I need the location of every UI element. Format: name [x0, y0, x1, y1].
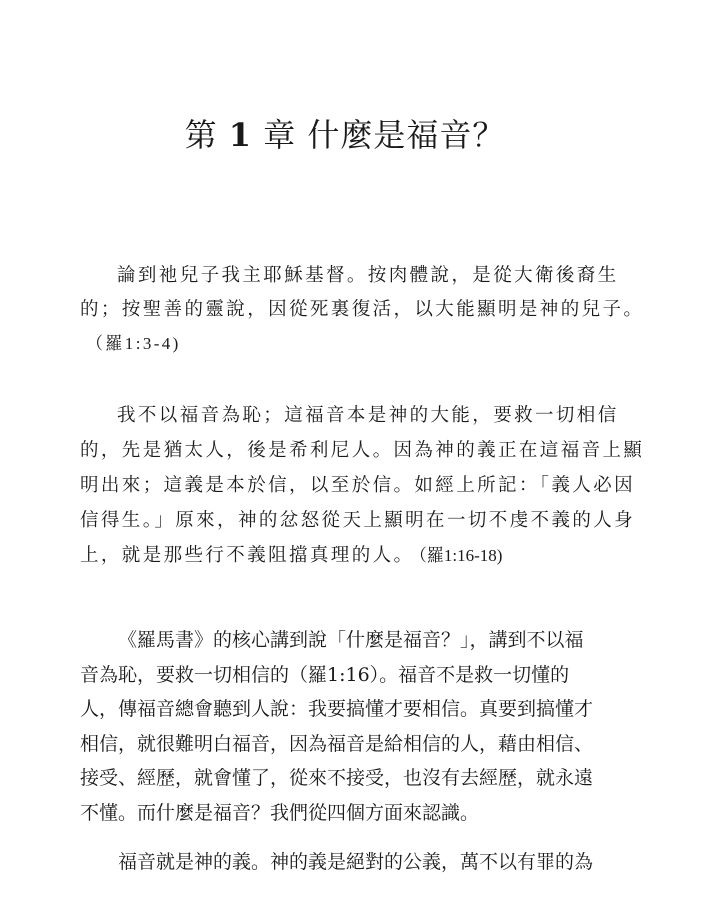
text-line: 信得生。」原來，神的忿怒從天上顯明在一切不虔不義的人身 — [80, 510, 636, 531]
body-paragraph-core-of-romans — [80, 623, 630, 830]
text-line: 我不以福音為恥；這福音本是神的大能，要救一切相信 — [117, 405, 619, 426]
text-line: 不懂。而什麼是福音？我們從四個方面來認識。 — [80, 801, 480, 824]
text-line-content: 上，就是那些行不義阻擋真理的人。 — [80, 545, 415, 566]
scripture-paragraph-romans-1-3-4 — [80, 259, 645, 361]
text-line: 相信，就很難明白福音，因為福音是給相信的人，藉由相信、 — [80, 732, 594, 755]
text-line: 《羅馬書》的核心講到說「什麼是福音？」，講到不以福 — [118, 629, 584, 651]
chapter-suffix: 章 什麼是福音？ — [263, 116, 506, 154]
text-line-with-reference — [80, 538, 630, 573]
text-line: 的；按聖善的靈說，因從死裏復活，以大能顯明是神的兒子。 — [80, 299, 645, 320]
text-line: 人，傳福音總會聽到人說：我要搞懂才要相信。真要到搞懂才 — [80, 698, 594, 720]
text-line: 福音就是神的義。神的義是絕對的公義，萬不以有罪的為 — [118, 851, 594, 873]
text-line: 接受、經歷，就會懂了，從來不接受，也沒有去經歷，就永遠 — [80, 767, 594, 789]
text-line: 音為恥，要救一切相信的（羅1:16）。福音不是救一切懂的 — [80, 663, 570, 686]
chapter-prefix: 第 — [184, 116, 218, 154]
text-line: 明出來；這義是本於信，以至於信。如經上所記：「義人必因 — [80, 475, 636, 496]
body-paragraph-righteousness-of-god — [80, 845, 630, 879]
verse-reference: （羅1:16-18) — [418, 546, 503, 565]
chapter-number: 1 — [228, 116, 253, 154]
scripture-paragraph-romans-1-16-18 — [80, 398, 645, 573]
text-line: 論到祂兒子我主耶穌基督。按肉體說，是從大衛後裔生 — [117, 265, 619, 286]
verse-reference: （羅1:3-4) — [86, 334, 181, 353]
text-line: 的，先是猶太人，後是希利尼人。因為神的義正在這福音上顯 — [80, 440, 645, 461]
chapter-title — [0, 113, 690, 157]
